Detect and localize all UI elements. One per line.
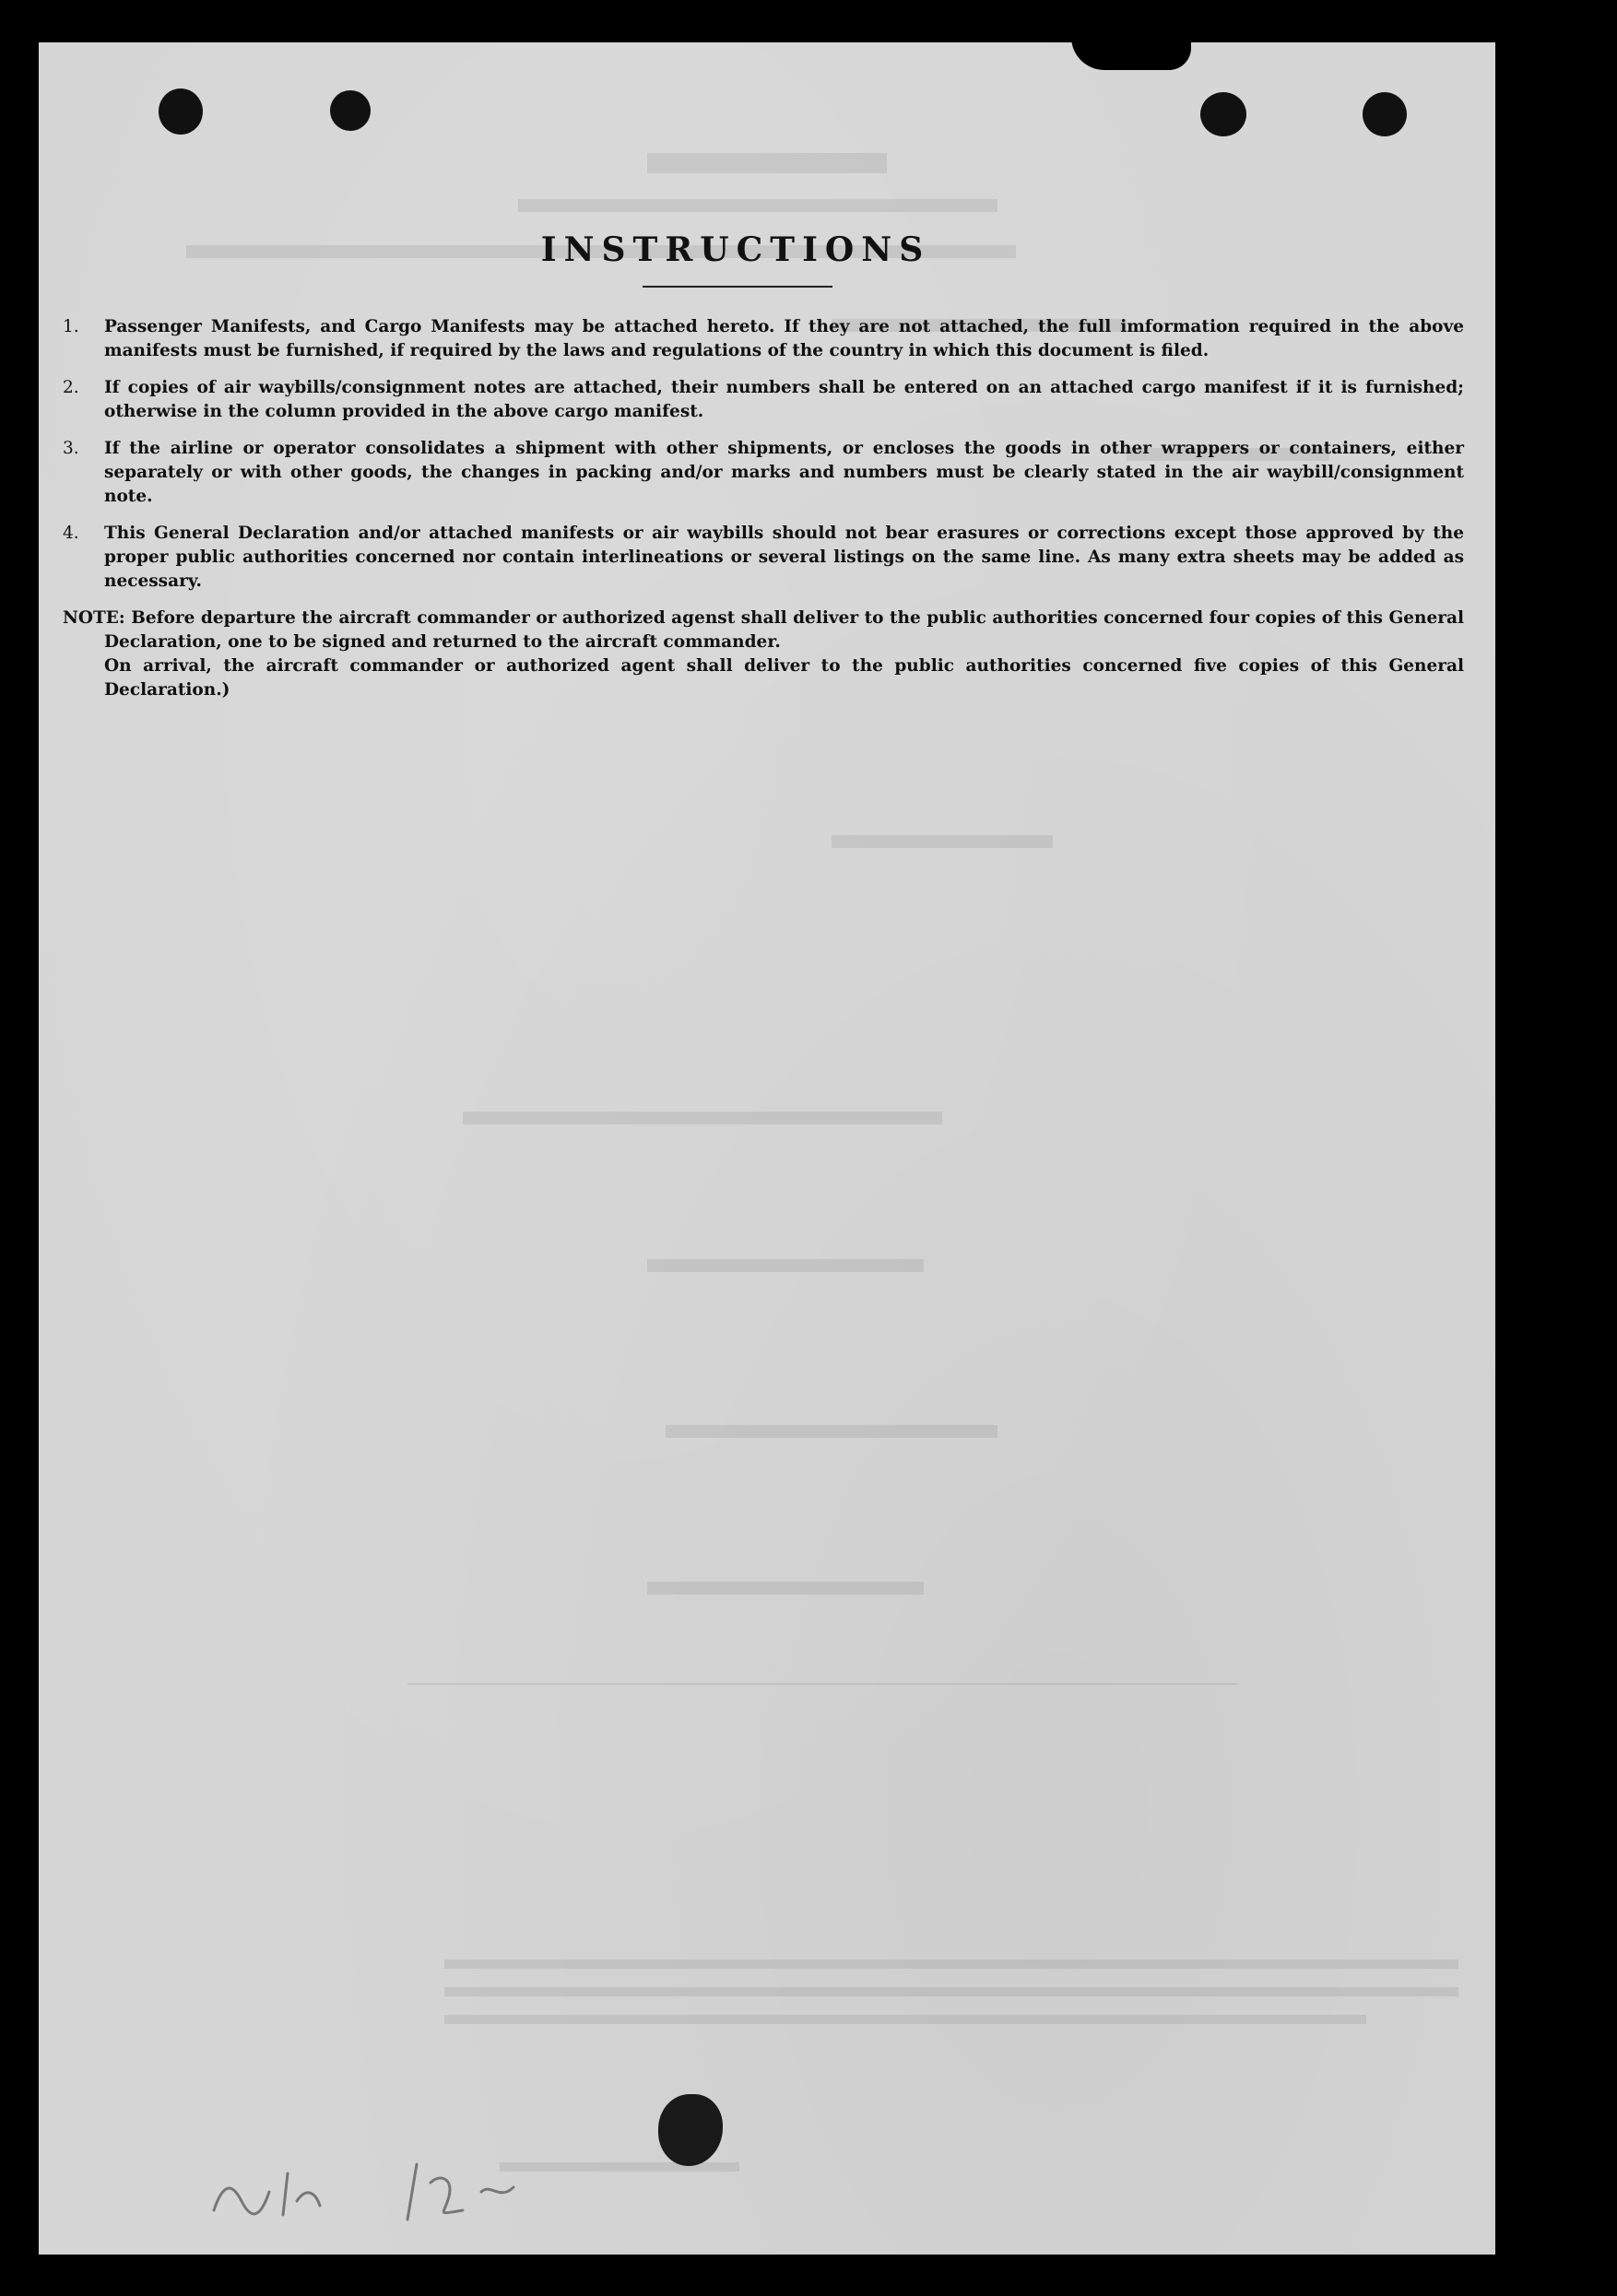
instruction-text: This General Declaration and/or attached manifests or air waybills should not bear erasures or corrections except those approved by the proper public authorities concerned nor contain interlineations or several listings on the same line. As many extra sheets may be added as necessary. <box>104 524 1464 591</box>
instructions-section <box>63 230 1464 702</box>
instruction-text: If copies of air waybills/consignment notes are attached, their numbers shall be entered on an attached cargo manifest if it is furnished; otherwise in the column provided in the above cargo manifest. <box>104 378 1464 421</box>
punch-hole <box>330 90 371 131</box>
punch-hole <box>1363 92 1407 136</box>
note-arrival-text: On arrival, the aircraft commander or authorized agent shall deliver to the public authorities concerned five copies of this General Declaration.) <box>104 656 1464 700</box>
note-block <box>63 606 1464 702</box>
instruction-number: 4. <box>63 524 79 543</box>
instruction-number: 3. <box>63 439 79 458</box>
instruction-item <box>63 437 1464 509</box>
instruction-item <box>63 315 1464 363</box>
signature-scrawl <box>205 2146 592 2229</box>
note-label: NOTE: <box>63 608 125 628</box>
note-departure-text: Before departure the aircraft commander or authorized agenst shall deliver to the public authorities concerned four copies of this General Declaration, one to be signed and returned to the aircraft commander. <box>104 608 1464 652</box>
punch-hole <box>1200 92 1246 136</box>
instructions-list <box>63 315 1464 594</box>
instruction-number: 1. <box>63 317 79 336</box>
instruction-item <box>63 522 1464 594</box>
punch-hole <box>159 88 203 135</box>
title-underline <box>643 286 832 288</box>
torn-edge <box>1071 37 1191 70</box>
note-arrival <box>63 654 1464 702</box>
instruction-text: If the airline or operator consolidates a shipment with other shipments, or encloses the goods in other wrappers or containers, either separately or with other goods, the changes in packing and/or marks and numbers must be clearly stated in the air waybill/consignment note. <box>104 439 1464 506</box>
instruction-text: Passenger Manifests, and Cargo Manifests may be attached hereto. If they are not attached, the full imformation required in the above manifests must be furnished, if required by the laws and regulations of the country in which this document is filed. <box>104 317 1464 360</box>
page-title: INSTRUCTIONS <box>540 230 931 269</box>
instruction-number: 2. <box>63 378 79 397</box>
note-departure <box>63 606 1464 654</box>
instruction-item <box>63 376 1464 424</box>
ink-blot <box>658 2094 723 2166</box>
